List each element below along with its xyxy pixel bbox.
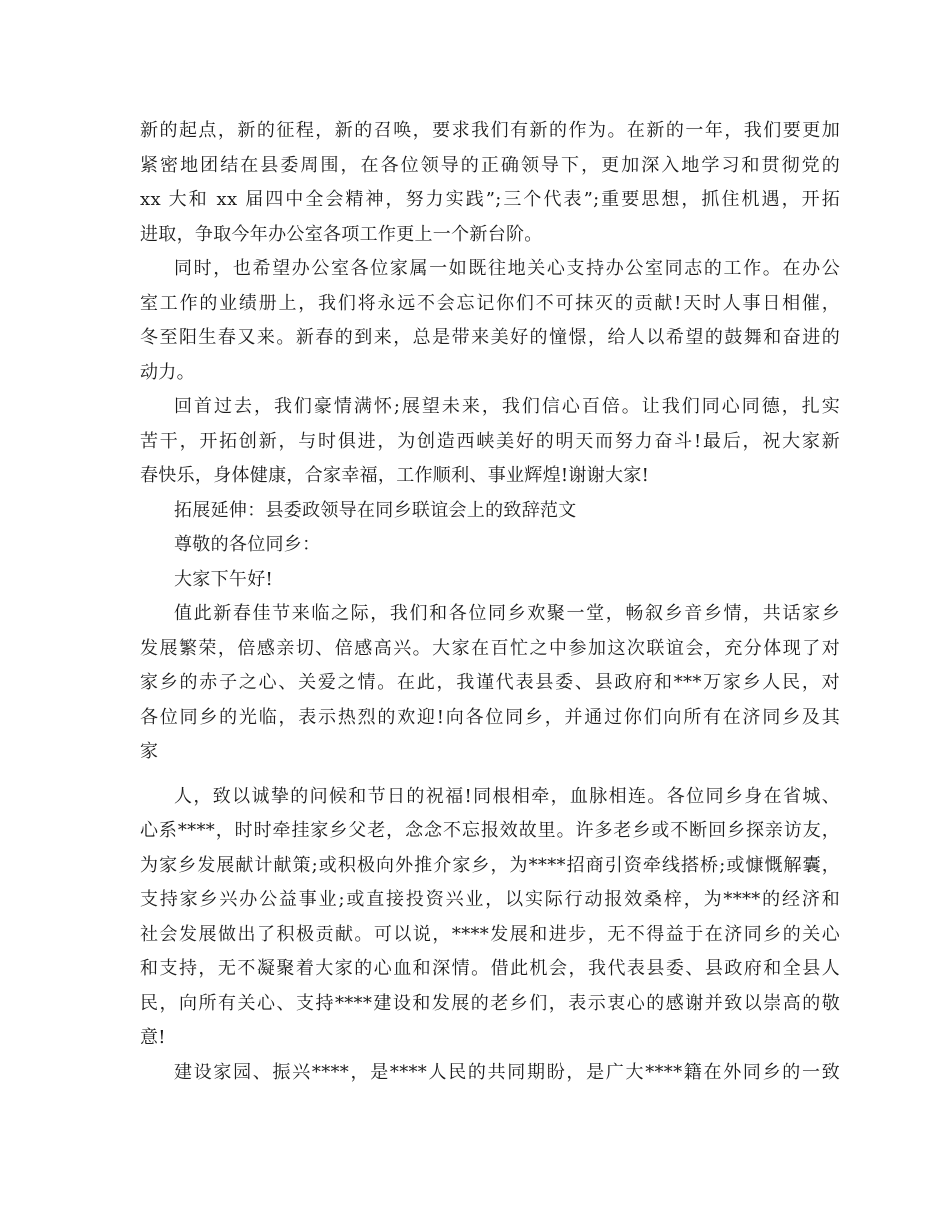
text-line: 意! (140, 1027, 166, 1048)
text-line: 为家乡发展献计献策;或积极向外推介家乡，为****招商引资牵线搭桥;或慷慨解囊， (140, 854, 840, 876)
text-line: 拓展延伸：县委政领导在同乡联谊会上的致辞范文 (174, 499, 577, 521)
paragraph-gap (140, 770, 840, 780)
text-line: 社会发展做出了积极贡献。可以说，****发展和进步，无不得益于在济同乡的关心 (140, 923, 840, 945)
text-line: xx 大和 xx 届四中全会精神，努力实践”;三个代表”;重要思想，抓住机遇，开拓 (140, 189, 840, 210)
text-line: 苦干，开拓创新，与时俱进，为创造西峡美好的明天而努力奋斗!最后，祝大家新 (140, 430, 840, 452)
text-line: 心系****，时时牵挂家乡父老，念念不忘报效故里。许多老乡或不断回乡探亲访友， (140, 820, 840, 841)
text-line: 冬至阳生春又来。新春的到来，总是带来美好的憧憬，给人以希望的鼓舞和奋进的 (140, 327, 840, 348)
text-line: 尊敬的各位同乡： (174, 534, 321, 555)
text-line: 民，向所有关心、支持****建设和发展的老乡们，表示衷心的感谢并致以崇高的敬 (140, 992, 840, 1014)
text-line: 各位同乡的光临，表示热烈的欢迎!向各位同乡，并通过你们向所有在济同乡及其 (140, 706, 840, 728)
text-line: 家乡的赤子之心、关爱之情。在此，我谨代表县委、县政府和***万家乡人民，对 (140, 672, 840, 693)
text-line: 新的起点，新的征程，新的召唤，要求我们有新的作为。在新的一年，我们要更加 (140, 120, 840, 141)
text-line: 家 (140, 741, 159, 762)
text-line: 室工作的业绩册上，我们将永远不会忘记你们不可抹灭的贡献!天时人事日相催， (140, 292, 840, 314)
text-line: 回首过去，我们豪情满怀;展望未来，我们信心百倍。让我们同心同德，扎实 (174, 396, 840, 417)
text-line: 支持家乡兴办公益事业;或直接投资兴业，以实际行动报效桑梓，为****的经济和 (140, 889, 840, 910)
text-line: 紧密地团结在县委周围，在各位领导的正确领导下，更加深入地学习和贯彻党的 (140, 154, 840, 176)
text-line: 动力。 (140, 361, 195, 383)
text-line: 值此新春佳节来临之际，我们和各位同乡欢聚一堂，畅叙乡音乡情，共话家乡 (174, 603, 840, 624)
text-line: 和支持，无不凝聚着大家的心血和深情。借此机会，我代表县委、县政府和全县人 (140, 958, 840, 979)
text-line: 进取，争取今年办公室各项工作更上一个新台阶。 (140, 223, 543, 245)
text-line: 人，致以诚挚的问候和节日的祝福!同根相牵，血脉相连。各位同乡身在省城、 (174, 785, 840, 807)
text-line: 建设家园、振兴****，是****人民的共同期盼，是广大****籍在外同乡的一致 (174, 1061, 840, 1083)
text-line: 大家下午好! (174, 568, 274, 590)
text-line: 同时，也希望办公室各位家属一如既往地关心支持办公室同志的工作。在办公 (174, 258, 840, 279)
text-line: 发展繁荣，倍感亲切、倍感高兴。大家在百忙之中参加这次联谊会，充分体现了对 (140, 637, 840, 659)
document-body (140, 114, 840, 1090)
text-line: 春快乐，身体健康，合家幸福，工作顺利、事业辉煌!谢谢大家! (140, 465, 650, 486)
